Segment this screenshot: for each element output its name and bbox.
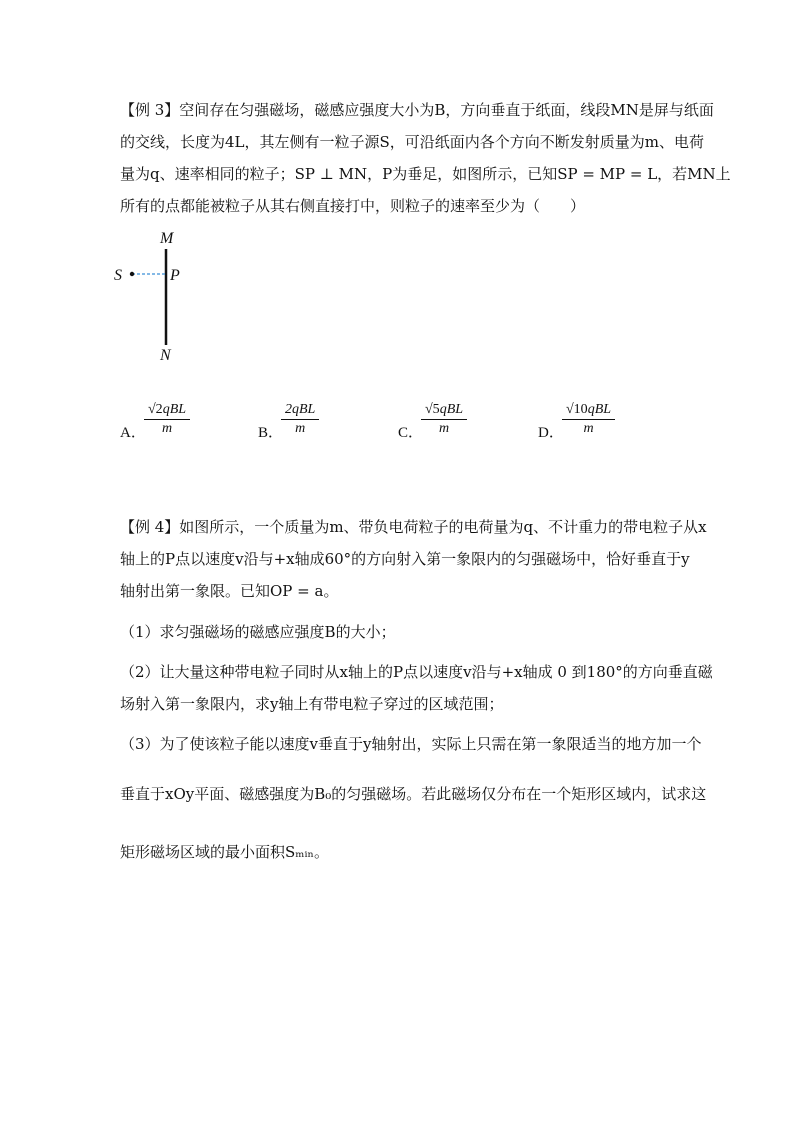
option-a-denominator: m <box>161 421 173 436</box>
option-a-numerator: qBL <box>162 402 187 417</box>
option-d-fraction <box>562 401 615 438</box>
ex4-question-1: （1）求匀强磁场的磁感应强度B的大小； <box>120 623 396 641</box>
option-b-letter: B． <box>258 425 284 441</box>
ex3-line-3: 量为q、速率相同的粒子；SP ⊥ MN，P为垂足，如图所示，已知SP = MP = L，若MN上 <box>120 165 731 183</box>
option-c-fraction <box>421 401 467 438</box>
ex4-question-3-line-1: （3）为了使该粒子能以速度v垂直于y轴射出，实际上只需在第一象限适当的地方加一个 <box>120 735 702 753</box>
ex4-question-2-line-1: （2）让大量这种带电粒子同时从x轴上的P点以速度v沿与+x轴成 0 到180°的方向垂直磁 <box>120 663 713 681</box>
label-p: P <box>170 267 180 284</box>
label-s: S <box>114 267 122 284</box>
ex4-line-2: 轴上的P点以速度v沿与+x轴成60°的方向射入第一象限内的匀强磁场中，恰好垂直于y <box>120 550 690 568</box>
option-d-numerator: qBL <box>587 402 612 417</box>
source-s-dot <box>130 272 134 276</box>
option-a-fraction <box>144 401 190 438</box>
option-c-numerator: qBL <box>439 402 464 417</box>
ex4-line-3: 轴射出第一象限。已知OP = a。 <box>120 582 339 600</box>
option-b-fraction <box>281 401 319 438</box>
option-c-letter: C． <box>398 425 424 441</box>
option-d-denominator: m <box>583 421 594 436</box>
option-b-numerator: 2qBL <box>285 402 316 417</box>
ex4-question-2-line-2: 场射入第一象限内，求y轴上有带电粒子穿过的区域范围； <box>120 695 504 713</box>
ex3-line-4: 所有的点都能被粒子从其右侧直接打中，则粒子的速率至少为（ ） <box>120 197 586 215</box>
option-d-letter: D． <box>538 425 564 441</box>
ex3-figure <box>110 225 230 370</box>
ex4-line-1: 【例 4】如图所示，一个质量为m、带负电荷粒子的电荷量为q、不计重力的带电粒子从x <box>120 518 707 536</box>
option-c-root: √5 <box>425 402 440 417</box>
option-a-letter: A． <box>120 425 146 441</box>
ex3-line-2: 的交线，长度为4L，其左侧有一粒子源S，可沿纸面内各个方向不断发射质量为m、电荷 <box>120 133 705 151</box>
option-d-root: √10 <box>566 402 588 417</box>
ex4-question-3-line-3: 矩形磁场区域的最小面积Sₘᵢₙ。 <box>120 843 329 861</box>
label-n: N <box>160 347 171 364</box>
label-m: M <box>160 230 174 247</box>
ex4-question-3-line-2: 垂直于xOy平面、磁感强度为B₀的匀强磁场。若此磁场仅分布在一个矩形区域内，试求这 <box>120 785 707 803</box>
option-c-denominator: m <box>438 421 450 436</box>
option-b-denominator: m <box>295 421 306 436</box>
ex3-line-1: 【例 3】空间存在匀强磁场，磁感应强度大小为B，方向垂直于纸面，线段MN是屏与纸面 <box>120 101 714 119</box>
option-a-root: √2 <box>148 402 163 417</box>
